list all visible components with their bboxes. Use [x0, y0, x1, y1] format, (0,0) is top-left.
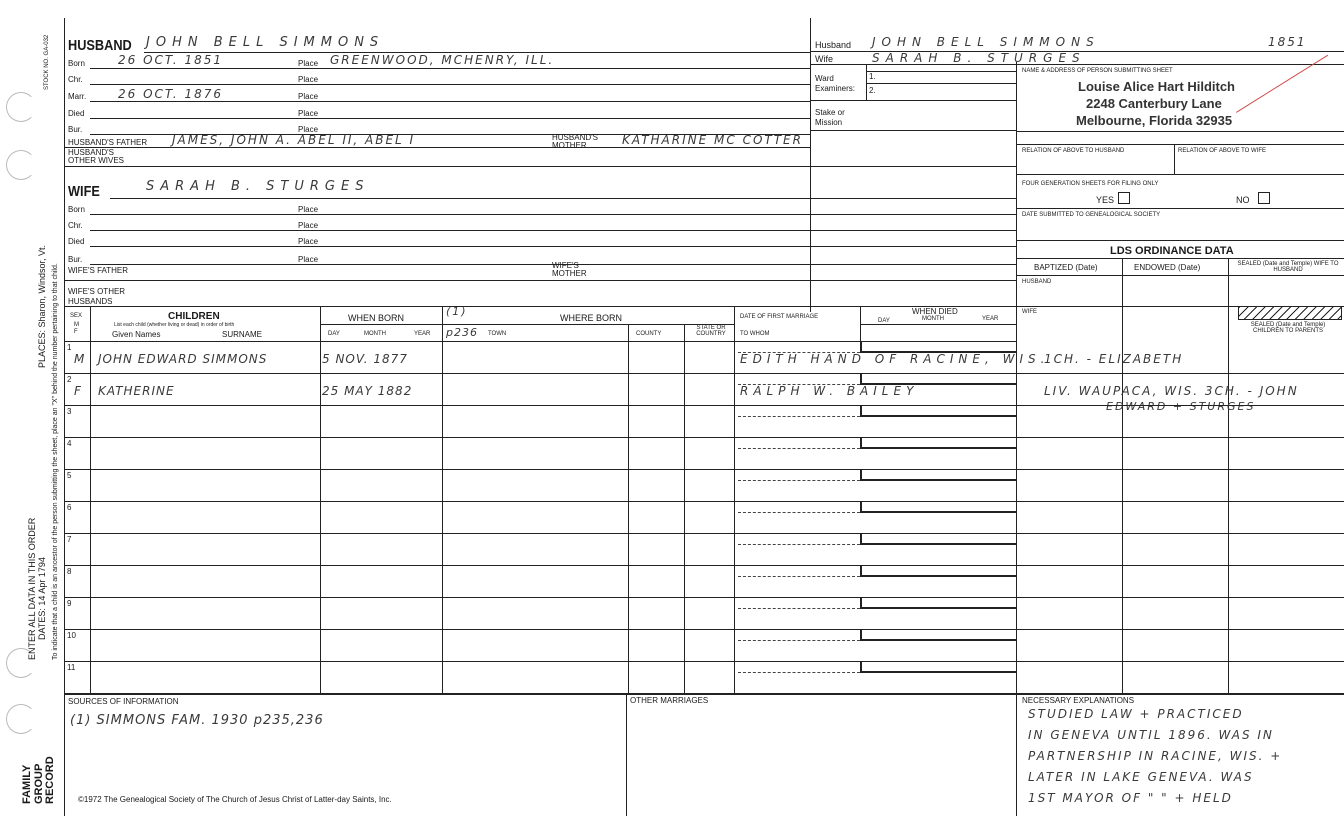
when-born-label: WHEN BORN — [348, 313, 404, 323]
child-note[interactable]: 1CH. - ELIZABETH — [1044, 352, 1184, 366]
lds-row-divider — [1016, 469, 1344, 470]
child-note[interactable]: LIV. WAUPACA, WIS. 3CH. - JOHN — [1044, 384, 1299, 398]
table-row[interactable] — [64, 501, 1016, 533]
examiner-1: 1. — [869, 72, 876, 81]
child-born[interactable]: 5 NOV. 1877 — [322, 352, 408, 366]
table-row[interactable] — [64, 661, 1016, 693]
children-note: List each child (whether living or dead) in order of birth — [114, 322, 235, 328]
given-names-label: Given Names — [112, 330, 161, 339]
marriage-date-line — [738, 480, 860, 481]
table-row[interactable] — [64, 405, 1016, 437]
child-number: 5 — [67, 471, 72, 480]
died-date-tick — [860, 597, 862, 608]
ancestor-instruction: To indicate that a child is an ancestor of the person submitting the sheet, place an "X" behind the number pertaining to that child. — [52, 263, 59, 660]
other-marriages-label: OTHER MARRIAGES — [630, 696, 709, 705]
panel-husband-year[interactable]: 1851 — [1268, 35, 1307, 49]
marriage-date-line — [738, 576, 860, 577]
panel-wife-name[interactable]: SARAH B. STURGES — [872, 51, 1086, 65]
husband-chr-place-label: Place — [298, 75, 319, 84]
table-row[interactable] — [64, 469, 1016, 501]
died-date-tick — [860, 501, 862, 512]
marriage-date-line — [738, 384, 860, 385]
husband-marr-label: Marr. — [68, 92, 87, 101]
wifes-other-husbands-label: WIFE'S OTHER HUSBANDS — [68, 287, 126, 306]
lds-row-divider — [1016, 565, 1344, 566]
baptized-label: BAPTIZED (Date) — [1034, 263, 1098, 272]
husband-marr-place-label: Place — [298, 92, 319, 101]
places-note: PLACES: Sharon, Windsor, Vt. — [37, 244, 47, 368]
died-date-line — [860, 575, 1016, 577]
husbands-mother[interactable]: KATHARINE MC COTTER — [622, 133, 803, 147]
died-date-line — [860, 415, 1016, 417]
child-number: 4 — [67, 439, 72, 448]
sealed-children-label: SEALED (Date and Temple) CHILDREN TO PARENTS — [1250, 322, 1326, 334]
child-note-continued[interactable]: EDWARD + STURGES — [1106, 400, 1256, 413]
lds-wife-label: WIFE — [1022, 309, 1037, 315]
died-date-tick — [860, 373, 862, 384]
husband-chr-label: Chr. — [68, 75, 83, 84]
sources-text[interactable]: (1) SIMMONS FAM. 1930 p235,236 — [70, 713, 324, 728]
husbands-father[interactable]: JAMES, JOHN A. ABEL II, ABEL I — [172, 133, 416, 147]
lds-row-divider — [1016, 437, 1344, 438]
explanations-label: NECESSARY EXPLANATIONS — [1022, 696, 1135, 705]
sex-mf-label: M F — [74, 322, 79, 336]
submitter-name[interactable]: Louise Alice Hart Hilditch — [1078, 79, 1235, 94]
four-gen-no-checkbox[interactable] — [1258, 192, 1270, 204]
stake-mission-label: Stake or Mission — [815, 108, 845, 127]
husband-bur-label: Bur. — [68, 125, 83, 134]
child-number: 7 — [67, 535, 72, 544]
died-year-label: YEAR — [982, 316, 999, 322]
examiner-2: 2. — [869, 86, 876, 95]
lds-row-divider — [1016, 373, 1344, 374]
marriage-date-line — [738, 608, 860, 609]
table-row[interactable] — [64, 341, 1184, 373]
where-born-label: WHERE BORN — [560, 313, 623, 323]
lds-title: LDS ORDINANCE DATA — [1110, 245, 1234, 257]
wife-chr-label: Chr. — [68, 221, 83, 230]
explanation-line: PARTNERSHIP IN RACINE, WIS. + — [1028, 749, 1283, 763]
marriage-date-line — [738, 416, 860, 417]
sex-label: SEX — [70, 313, 83, 319]
when-died-label: WHEN DIED — [912, 307, 958, 316]
lds-row-divider — [1016, 629, 1344, 630]
four-gen-yes-checkbox[interactable] — [1118, 192, 1130, 204]
husband-heading: HUSBAND — [68, 37, 132, 54]
explanation-line: STUDIED LAW + PRACTICED — [1028, 707, 1244, 721]
mid-frame — [810, 18, 811, 312]
panel-husband-name[interactable]: JOHN BELL SIMMONS — [872, 35, 1100, 49]
marriage-date-line — [738, 672, 860, 673]
died-date-line — [860, 351, 1016, 353]
dates-note: DATES: 14 Apr 1794 — [37, 557, 47, 640]
died-date-line — [860, 639, 1016, 641]
child-number: 6 — [67, 503, 72, 512]
lds-row-divider — [1016, 501, 1344, 502]
wifes-father-label: WIFE'S FATHER — [68, 266, 129, 275]
lds-row-divider — [1016, 693, 1344, 694]
died-date-line — [860, 479, 1016, 481]
child-name[interactable]: JOHN EDWARD SIMMONS — [98, 352, 268, 366]
submitter-city[interactable]: Melbourne, Florida 32935 — [1076, 113, 1233, 128]
died-date-tick — [860, 533, 862, 544]
died-date-line — [860, 511, 1016, 513]
enter-data-note: ENTER ALL DATA IN THIS ORDER — [27, 517, 37, 660]
died-month-label: MONTH — [922, 316, 944, 322]
panel-husband-label: Husband — [815, 40, 852, 50]
marriage-date-line — [738, 544, 860, 545]
wife-born-label: Born — [68, 205, 85, 214]
lds-row-divider — [1016, 405, 1344, 406]
punch-hole-1 — [6, 92, 36, 122]
child-spouse[interactable]: RALPH W. BAILEY — [740, 384, 919, 398]
marriage-date-line — [738, 448, 860, 449]
child-number: 1 — [67, 343, 72, 352]
table-row[interactable] — [64, 597, 1016, 629]
state-label: STATE OR COUNTRY — [696, 325, 726, 337]
ward-examiners-label: Ward Examiners: — [815, 74, 856, 93]
lds-row-divider — [1016, 533, 1344, 534]
children-heading: CHILDREN — [168, 311, 220, 322]
husbands-father-label: HUSBAND'S FATHER — [68, 138, 148, 147]
endowed-label: ENDOWED (Date) — [1134, 263, 1201, 272]
sources-label: SOURCES OF INFORMATION — [68, 697, 179, 706]
form-title-text: FAMILY GROUP RECORD — [21, 756, 57, 804]
died-date-tick — [860, 437, 862, 448]
sealed-hatch — [1238, 306, 1342, 320]
wife-name[interactable]: SARAH B. STURGES — [146, 179, 370, 194]
child-number: 2 — [67, 375, 72, 384]
relation-husband-label: RELATION OF ABOVE TO HUSBAND — [1022, 148, 1125, 154]
child-number: 11 — [67, 663, 76, 672]
died-date-line — [860, 447, 1016, 449]
lds-row-divider — [1016, 597, 1344, 598]
died-date-tick — [860, 565, 862, 576]
husband-born-label: Born — [68, 59, 85, 68]
date-submitted-label: DATE SUBMITTED TO GENEALOGICAL SOCIETY — [1022, 212, 1161, 218]
child-sex[interactable]: M — [74, 352, 87, 366]
table-row[interactable] — [64, 533, 1016, 565]
child-number: 9 — [67, 599, 72, 608]
four-gen-yes-label: YES — [1096, 195, 1115, 205]
died-date-tick — [860, 405, 862, 416]
table-row[interactable] — [64, 373, 1299, 413]
sealed-wife-label: SEALED (Date and Temple) WIFE TO HUSBAND — [1237, 261, 1339, 273]
source-marker: (1) — [446, 305, 468, 318]
died-date-line — [860, 543, 1016, 545]
child-born[interactable]: 25 MAY 1882 — [322, 384, 413, 398]
wife-born-place-label: Place — [298, 205, 319, 214]
lds-husband-label: HUSBAND — [1022, 279, 1052, 285]
husband-born-place-label: Place — [298, 59, 319, 68]
husband-born-place[interactable]: GREENWOOD, MCHENRY, ILL. — [330, 53, 555, 67]
child-number: 8 — [67, 567, 72, 576]
submitter-street[interactable]: 2248 Canterbury Lane — [1086, 96, 1222, 111]
husband-name[interactable]: JOHN BELL SIMMONS — [146, 35, 385, 50]
died-date-line — [860, 383, 1016, 385]
husband-bur-place-label: Place — [298, 125, 319, 134]
four-gen-label: FOUR GENERATION SHEETS FOR FILING ONLY — [1022, 181, 1159, 187]
lds-row-divider — [1016, 661, 1344, 662]
explanation-line: IN GENEVA UNTIL 1896. WAS IN — [1028, 728, 1274, 742]
four-gen-no-label: NO — [1236, 195, 1250, 205]
form-title — [22, 724, 57, 804]
child-sex[interactable]: F — [74, 384, 83, 398]
child-number: 10 — [67, 631, 76, 640]
marriage-date-line — [738, 640, 860, 641]
died-date-tick — [860, 661, 862, 672]
explanation-line: 1ST MAYOR OF " " + HELD — [1028, 791, 1233, 805]
surname-label: SURNAME — [222, 330, 263, 339]
stock-number: STOCK NO. GA-032 — [44, 34, 50, 90]
explanation-line: LATER IN LAKE GENEVA. WAS — [1028, 770, 1254, 784]
child-number: 3 — [67, 407, 72, 416]
husband-died-label: Died — [68, 109, 85, 118]
town-label: TOWN — [488, 331, 507, 337]
born-month-label: MONTH — [364, 331, 386, 337]
died-date-line — [860, 671, 1016, 673]
born-day-label: DAY — [328, 331, 340, 337]
died-date-line — [860, 607, 1016, 609]
marriage-date-line — [738, 352, 860, 353]
husband-born[interactable]: 26 OCT. 1851 — [118, 53, 223, 67]
table-row[interactable] — [64, 437, 1016, 469]
panel-wife-label: Wife — [815, 54, 833, 64]
first-marriage-label: DATE OF FIRST MARRIAGE — [740, 314, 819, 320]
born-year-label: YEAR — [414, 331, 431, 337]
died-date-tick — [860, 469, 862, 480]
died-day-label: DAY — [878, 318, 890, 324]
wifes-mother-label: WIFE'S MOTHER — [552, 261, 587, 278]
wife-died-label: Died — [68, 237, 85, 246]
wife-heading: WIFE — [68, 183, 100, 200]
punch-hole-2 — [6, 150, 36, 180]
died-date-tick — [860, 629, 862, 640]
table-row[interactable] — [64, 629, 1016, 661]
died-date-tick — [860, 341, 862, 352]
husband-marr[interactable]: 26 OCT. 1876 — [118, 87, 223, 101]
child-name[interactable]: KATHERINE — [98, 384, 175, 398]
wife-died-place-label: Place — [298, 237, 319, 246]
husbands-other-wives-label: HUSBAND'S OTHER WIVES — [68, 148, 125, 165]
husband-died-place-label: Place — [298, 109, 319, 118]
copyright: ©1972 The Genealogical Society of The Church of Jesus Christ of Latter-day Saints, Inc. — [78, 795, 392, 804]
relation-wife-label: RELATION OF ABOVE TO WIFE — [1178, 148, 1267, 154]
source-page: p236 — [446, 326, 478, 339]
wife-chr-place-label: Place — [298, 221, 319, 230]
marriage-date-line — [738, 512, 860, 513]
to-whom-label: TO WHOM — [740, 331, 770, 337]
submitter-label: NAME & ADDRESS OF PERSON SUBMITTING SHEET — [1022, 68, 1173, 74]
county-label: COUNTY — [636, 331, 662, 337]
child-spouse[interactable]: EDITH HAND OF RACINE, WIS. — [740, 352, 1050, 366]
table-row[interactable] — [64, 565, 1016, 597]
wife-bur-label: Bur. — [68, 255, 83, 264]
wife-bur-place-label: Place — [298, 255, 319, 264]
husbands-mother-label: HUSBAND'S MOTHER — [552, 133, 598, 150]
